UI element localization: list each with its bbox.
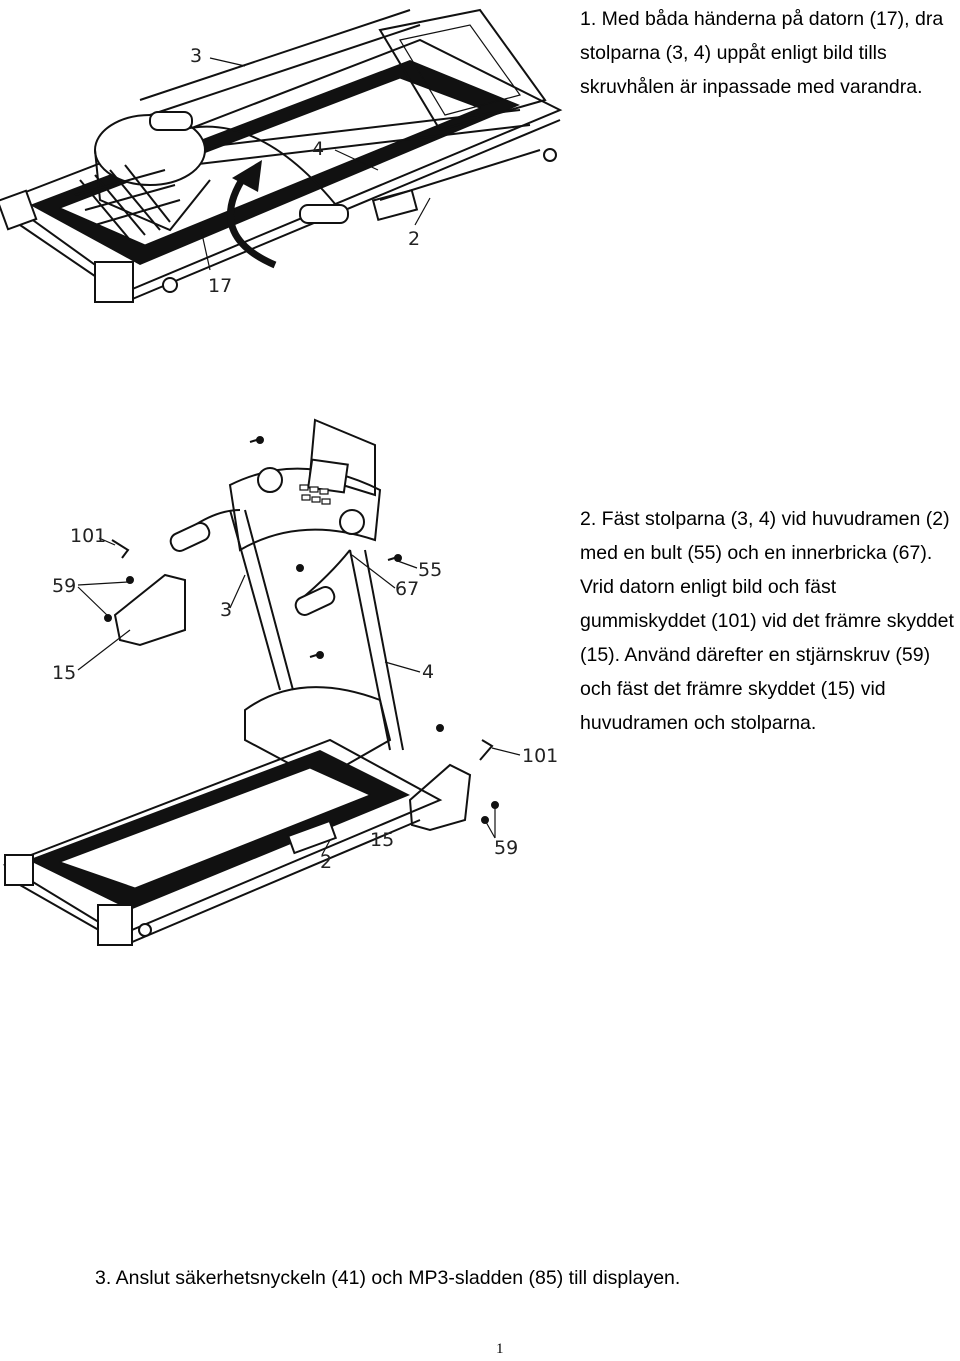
treadmill-drawing-1 — [0, 10, 560, 302]
fig2-label-67: 67 — [395, 578, 420, 600]
fig1-label-17: 17 — [208, 275, 233, 297]
step-2-text: 2. Fäst stolparna (3, 4) vid huvudramen (2) med en bult (55) och en innerbricka (67). Vrid datorn enligt bild och fäst gummiskyddet (101) vid det främre skyddet (15). Använd därefter en stjärnskruv (59) och fäst det främre skyddet (15) vid huvudramen och stolparna. — [580, 508, 954, 734]
figure-2-treadmill-assembly — [0, 400, 580, 960]
fig2-label-15-left: 15 — [52, 662, 77, 684]
step-3-text: 3. Anslut säkerhetsnyckeln (41) och MP3-sladden (85) till displayen. — [95, 1267, 681, 1289]
fig1-label-4: 4 — [312, 138, 325, 160]
fig2-label-15-right: 15 — [370, 829, 395, 851]
fig2-label-3: 3 — [220, 599, 233, 621]
fig2-label-59-left: 59 — [52, 575, 77, 597]
fig2-label-101-right: 101 — [522, 745, 559, 767]
fig2-label-55: 55 — [418, 559, 443, 581]
fig2-label-59-right: 59 — [494, 837, 519, 859]
page-number: 1 — [496, 1341, 504, 1357]
step-1-text: 1. Med båda händerna på datorn (17), dra stolparna (3, 4) uppåt enligt bild tills skruvhålen är inpassade med varandra. — [580, 8, 944, 98]
fig2-label-2: 2 — [320, 851, 333, 873]
figure-1-treadmill-folding — [0, 0, 580, 320]
fig1-label-3: 3 — [190, 45, 203, 67]
fig2-label-101-left: 101 — [70, 525, 107, 547]
fig1-label-2: 2 — [408, 228, 421, 250]
fig2-label-4: 4 — [422, 661, 435, 683]
